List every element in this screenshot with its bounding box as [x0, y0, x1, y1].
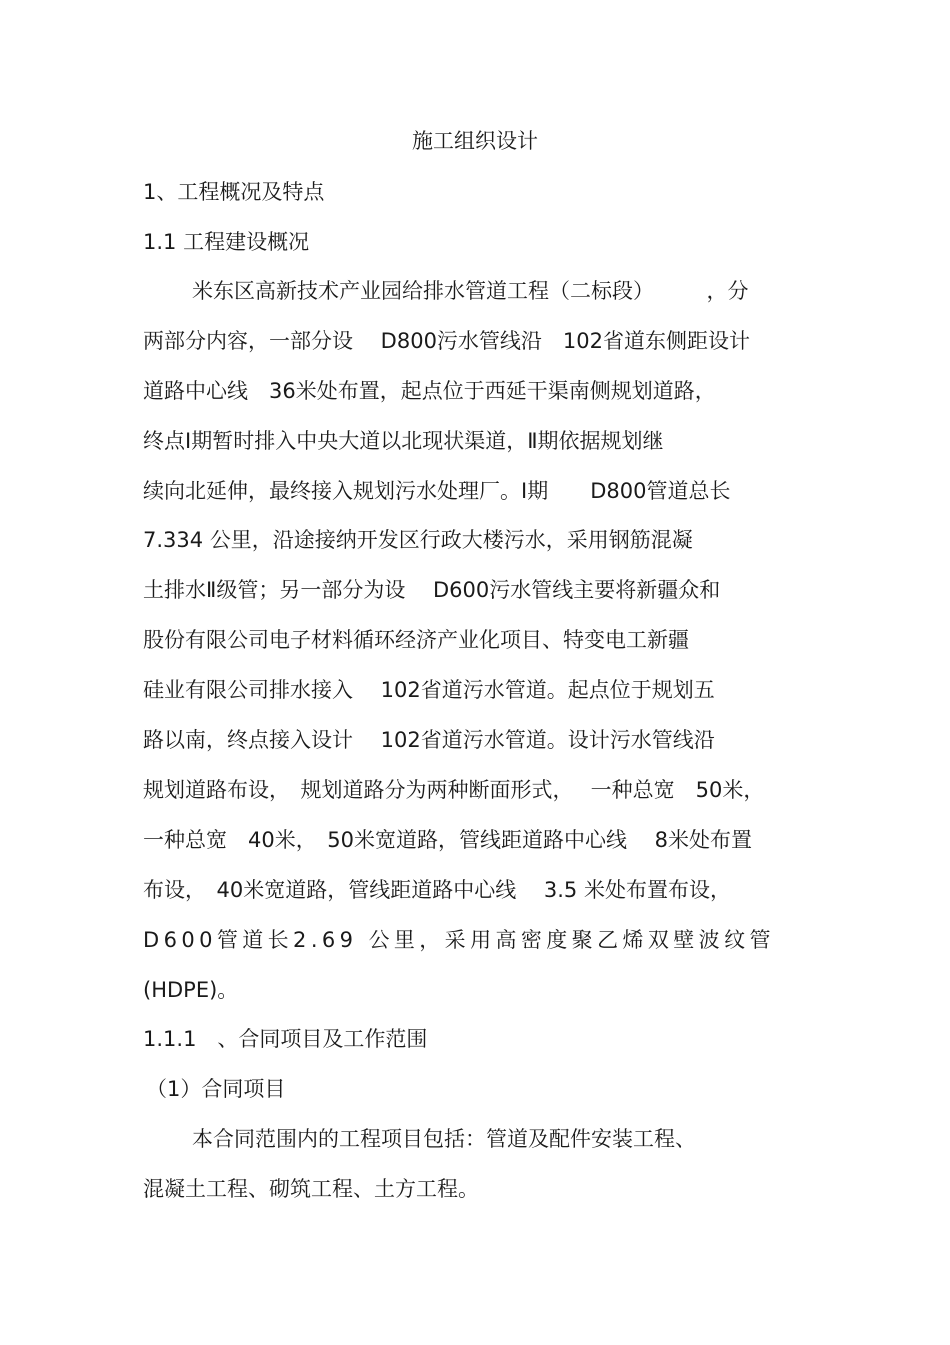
paragraph-line: 硅业有限公司排水接入 102省道污水管道。起点位于规划五: [143, 678, 715, 702]
paragraph-line: 道路中心线 36米处布置，起点位于西延干渠南侧规划道路，: [143, 379, 716, 403]
document-title: 施工组织设计: [412, 129, 538, 153]
paragraph-line: 米东区高新技术产业园给排水管道工程（二标段） ，分: [192, 279, 749, 303]
section-heading-1-1: 1.1 工程建设概况: [143, 230, 310, 254]
contract-items-heading: （1）合同项目: [146, 1077, 286, 1101]
paragraph-line: 路以南，终点接入设计 102省道污水管道。设计污水管线沿: [143, 728, 715, 752]
paragraph-line: 本合同范围内的工程项目包括：管道及配件安装工程、: [192, 1127, 696, 1151]
paragraph-line: 土排水Ⅱ级管；另一部分为设 D600污水管线主要将新疆众和: [143, 578, 721, 602]
paragraph-line: 两部分内容，一部分设 D800污水管线沿 102省道东侧距设计: [143, 329, 751, 353]
paragraph-line: 混凝土工程、砌筑工程、土方工程。: [143, 1177, 479, 1201]
section-heading-1: 1、工程概况及特点: [143, 180, 325, 204]
section-heading-1-1-1: 1.1.1 、合同项目及工作范围: [143, 1027, 428, 1051]
paragraph-line: 股份有限公司电子材料循环经济产业化项目、特变电工新疆: [143, 628, 689, 652]
paragraph-line: 一种总宽 40米， 50米宽道路，管线距道路中心线 8米处布置: [143, 828, 752, 852]
paragraph-line: 7.334 公里，沿途接纳开发区行政大楼污水，采用钢筋混凝: [143, 528, 693, 552]
paragraph-line: 规划道路布设， 规划道路分为两种断面形式， 一种总宽 50米，: [143, 778, 765, 802]
paragraph-line: D600管道长2.69 公里，采用高密度聚乙烯双壁波纹管: [143, 928, 775, 952]
paragraph-line: 续向北延伸，最终接入规划污水处理厂。Ⅰ期 D800管道总长: [143, 479, 731, 503]
paragraph-line: 终点Ⅰ期暂时排入中央大道以北现状渠道，Ⅱ期依据规划继: [143, 429, 664, 453]
paragraph-line: (HDPE)。: [143, 978, 239, 1002]
paragraph-line: 布设， 40米宽道路，管线距道路中心线 3.5 米处布置布设，: [143, 878, 731, 902]
